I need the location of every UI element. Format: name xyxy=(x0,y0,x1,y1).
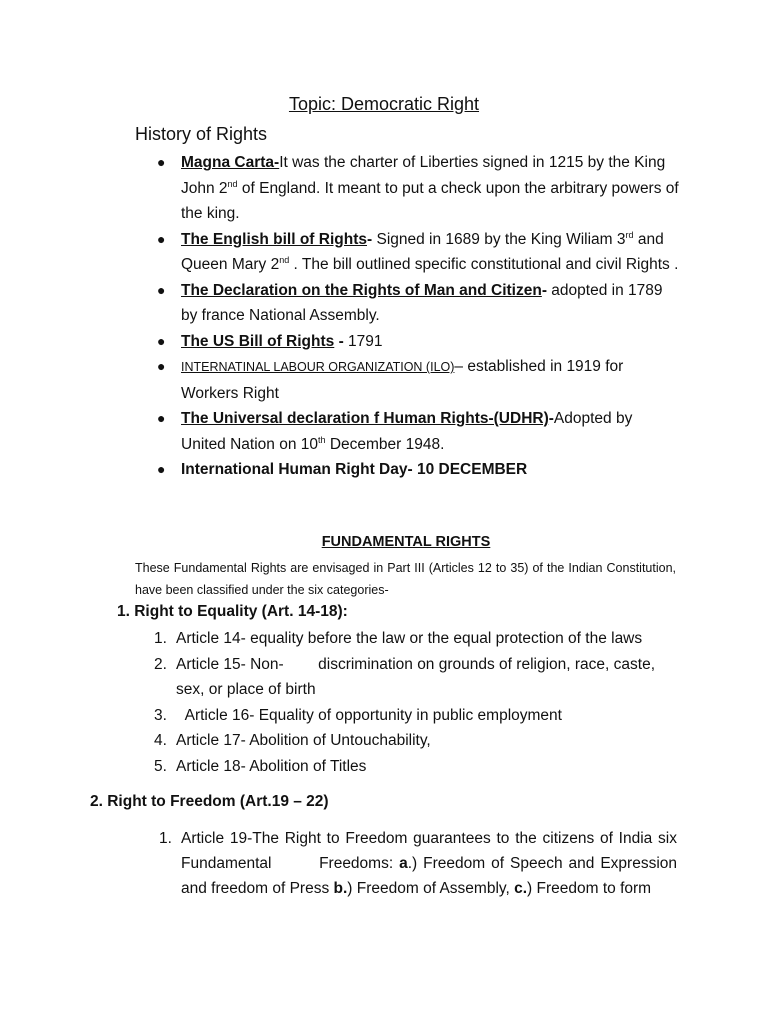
section-heading-equality: 1. Right to Equality (Art. 14-18): xyxy=(117,603,348,620)
bullet-icon: ● xyxy=(157,281,166,298)
freedom-article-list xyxy=(0,826,768,901)
bullet-icon: ● xyxy=(157,332,166,349)
section-heading-freedom: 2. Right to Freedom (Art.19 – 22) xyxy=(90,793,329,810)
list-item: 1. Article 14- equality before the law or the equal protection of the laws xyxy=(154,630,643,647)
bullet-icon: ● xyxy=(157,358,166,374)
history-heading: History of Rights xyxy=(135,124,268,144)
bullet-icon: ● xyxy=(157,230,166,247)
history-list xyxy=(0,150,768,483)
list-item: 1. Article 19-The Right to Freedom guarantees to the citizens of India six Fundamental Freedoms: a.) Freedom of Speech and Expression and freedom of Press b.) Freedom of Assembly, c.) Freedom to form xyxy=(159,830,682,897)
list-item: ● The US Bill of Rights - 1791 xyxy=(0,329,768,355)
list-item: 3. Article 16- Equality of opportunity in public employment xyxy=(154,706,562,724)
item-term: The Universal declaration f Human Rights-(UDHR) xyxy=(181,410,549,427)
equality-article-list xyxy=(0,626,768,779)
list-item: 2. Article 15- Non- discrimination on grounds of religion, race, caste, sex, or place of birth xyxy=(154,655,660,698)
fundamental-rights-intro: These Fundamental Rights are envisaged in Part III (Articles 12 to 35) of the Indian Constitution, have been classified under the six categories- xyxy=(135,561,676,597)
item-term: The English bill of Rights xyxy=(181,230,367,248)
list-item xyxy=(0,457,768,483)
item-term: INTERNATINAL LABOUR ORGANIZATION (ILO) xyxy=(181,360,455,374)
list-item: 4. Article 17- Abolition of Untouchability, xyxy=(154,732,431,749)
list-item: ● The Declaration on the Rights of Man and Citizen- adopted in 1789 by france National Assembly. xyxy=(0,278,768,329)
item-term: The US Bill of Rights xyxy=(181,332,335,350)
list-item: ● INTERNATINAL LABOUR ORGANIZATION (ILO)– established in 1919 for Workers Right xyxy=(0,354,768,406)
item-term: The Declaration on the Rights of Man and Citizen xyxy=(181,281,542,299)
bullet-icon: ● xyxy=(157,461,166,477)
bullet-icon: ● xyxy=(157,410,166,426)
list-item: 5. Article 18- Abolition of Titles xyxy=(154,757,367,775)
item-term: International Human Right Day- 10 DECEMBER xyxy=(181,461,528,478)
list-item: ● The English bill of Rights- Signed in 1689 by the King Wiliam 3rd and Queen Mary 2nd . The bill outlined specific constitutional and civil Rights . xyxy=(0,227,768,278)
page-title: Topic: Democratic Right xyxy=(288,94,480,114)
item-term: Magna Carta- xyxy=(181,154,280,171)
list-item: ● The Universal declaration f Human Rights-(UDHR)-Adopted by United Nation on 10th December 1948. xyxy=(0,406,768,457)
list-item: ● Magna Carta-It was the charter of Liberties signed in 1215 by the King John 2nd of England. It meant to put a check upon the arbitrary powers of the king. xyxy=(0,150,768,227)
fundamental-rights-heading: FUNDAMENTAL RIGHTS xyxy=(321,534,491,550)
bullet-icon: ● xyxy=(157,154,166,170)
